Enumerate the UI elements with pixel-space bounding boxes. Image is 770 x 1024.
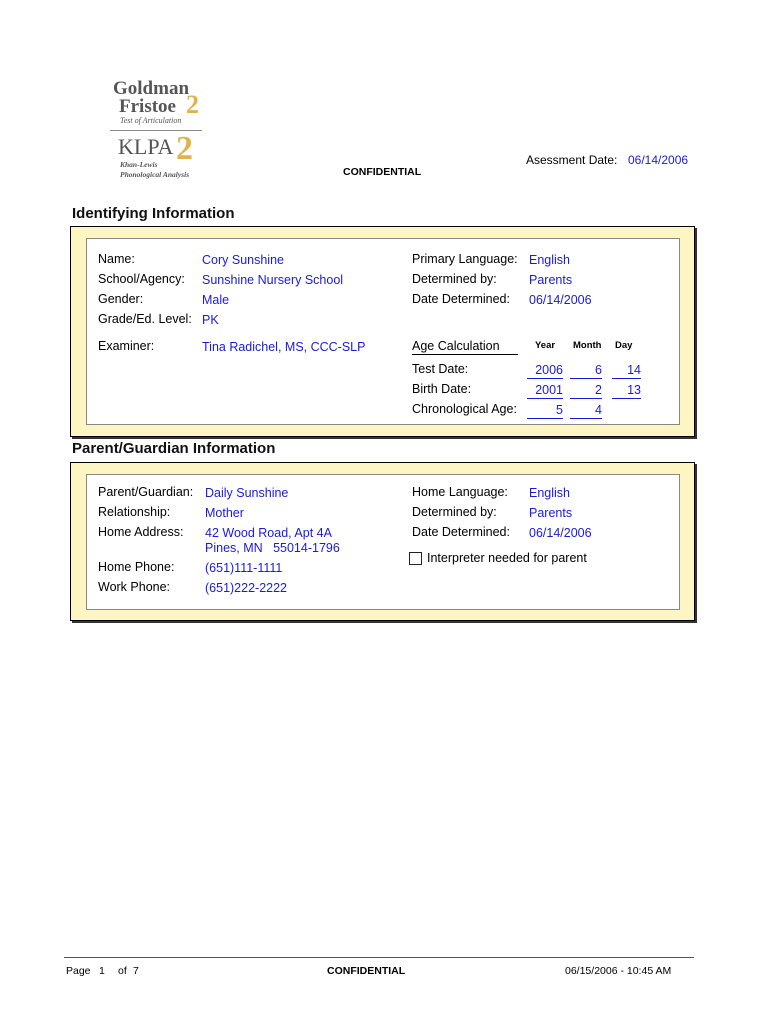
determined-by-value: Parents: [529, 273, 573, 287]
chrono-month: 4: [570, 403, 602, 419]
logo-number-1: 2: [186, 90, 199, 119]
primary-language-label: Primary Language:: [412, 252, 518, 266]
date-determined-value: 06/14/2006: [529, 293, 592, 307]
address-line1: 42 Wood Road, Apt 4A: [205, 526, 332, 540]
primary-language-value: English: [529, 253, 570, 267]
test-day: 14: [612, 363, 641, 379]
guardian-date-determined-value: 06/14/2006: [529, 526, 592, 540]
home-language-label: Home Language:: [412, 485, 508, 499]
address-label: Home Address:: [98, 525, 184, 539]
footer-of-label: of: [118, 965, 127, 977]
footer-rule: [64, 957, 694, 958]
date-determined-label: Date Determined:: [412, 292, 510, 306]
col-year-header: Year: [535, 340, 556, 351]
birth-date-label: Birth Date:: [412, 382, 472, 396]
examiner-label: Examiner:: [98, 339, 155, 353]
work-phone-value: (651)222-2222: [205, 581, 288, 595]
gender-label: Gender:: [98, 292, 144, 306]
gender-value: Male: [202, 293, 230, 307]
guardian-date-determined-label: Date Determined:: [412, 525, 510, 539]
logo-tagline-1: Test of Articulation: [120, 116, 182, 125]
birth-month: 2: [570, 383, 602, 399]
relationship-label: Relationship:: [98, 505, 171, 519]
footer-page-label: Page: [66, 965, 91, 977]
footer-page-total: 7: [133, 965, 139, 977]
identifying-title: Identifying Information: [72, 205, 235, 222]
interpreter-label: Interpreter needed for parent: [427, 551, 587, 565]
assessment-date-label: Asessment Date:: [526, 153, 618, 167]
home-phone-value: (651)111-1111: [205, 561, 283, 575]
footer-page-number: 1: [99, 965, 105, 977]
work-phone-label: Work Phone:: [98, 580, 171, 594]
logo-goldman: Goldman: [113, 78, 190, 99]
col-day-header: Day: [615, 340, 633, 351]
home-language-value: English: [529, 486, 570, 500]
address-line2: Pines, MN 55014-1796: [205, 541, 340, 555]
chrono-year: 5: [527, 403, 563, 419]
guardian-title: Parent/Guardian Information: [72, 440, 276, 457]
parent-label: Parent/Guardian:: [98, 485, 194, 499]
chronological-age-label: Chronological Age:: [412, 402, 517, 416]
footer-timestamp: 06/15/2006 - 10:45 AM: [565, 965, 672, 977]
guardian-determined-by-label: Determined by:: [412, 505, 497, 519]
school-value: Sunshine Nursery School: [202, 273, 344, 287]
test-date-label: Test Date:: [412, 362, 469, 376]
grade-value: PK: [202, 313, 219, 327]
interpreter-checkbox[interactable]: [409, 552, 422, 565]
school-label: School/Agency:: [98, 272, 185, 286]
home-phone-label: Home Phone:: [98, 560, 175, 574]
logo-fristoe: Fristoe: [119, 96, 176, 117]
determined-by-label: Determined by:: [412, 272, 497, 286]
name-value: Cory Sunshine: [202, 253, 284, 267]
name-label: Name:: [98, 252, 135, 266]
guardian-determined-by-value: Parents: [529, 506, 573, 520]
relationship-value: Mother: [205, 506, 244, 520]
age-calculation-label: Age Calculation: [412, 339, 518, 355]
logo-number-2: 2: [176, 130, 193, 167]
col-month-header: Month: [573, 340, 602, 351]
birth-day: 13: [612, 383, 641, 399]
birth-year: 2001: [527, 383, 563, 399]
test-month: 6: [570, 363, 602, 379]
logo-tagline-2a: Khan-Lewis: [120, 160, 158, 169]
logo-tagline-2b: Phonological Analysis: [120, 170, 190, 179]
footer-confidential: CONFIDENTIAL: [327, 965, 406, 977]
logo: [110, 78, 205, 186]
examiner-value: Tina Radichel, MS, CCC-SLP: [202, 340, 366, 354]
header-confidential: CONFIDENTIAL: [343, 166, 422, 178]
parent-value: Daily Sunshine: [205, 486, 289, 500]
logo-klpa: KLPA: [118, 134, 174, 159]
test-year: 2006: [527, 363, 563, 379]
assessment-date: 06/14/2006: [628, 153, 689, 167]
grade-label: Grade/Ed. Level:: [98, 312, 192, 326]
